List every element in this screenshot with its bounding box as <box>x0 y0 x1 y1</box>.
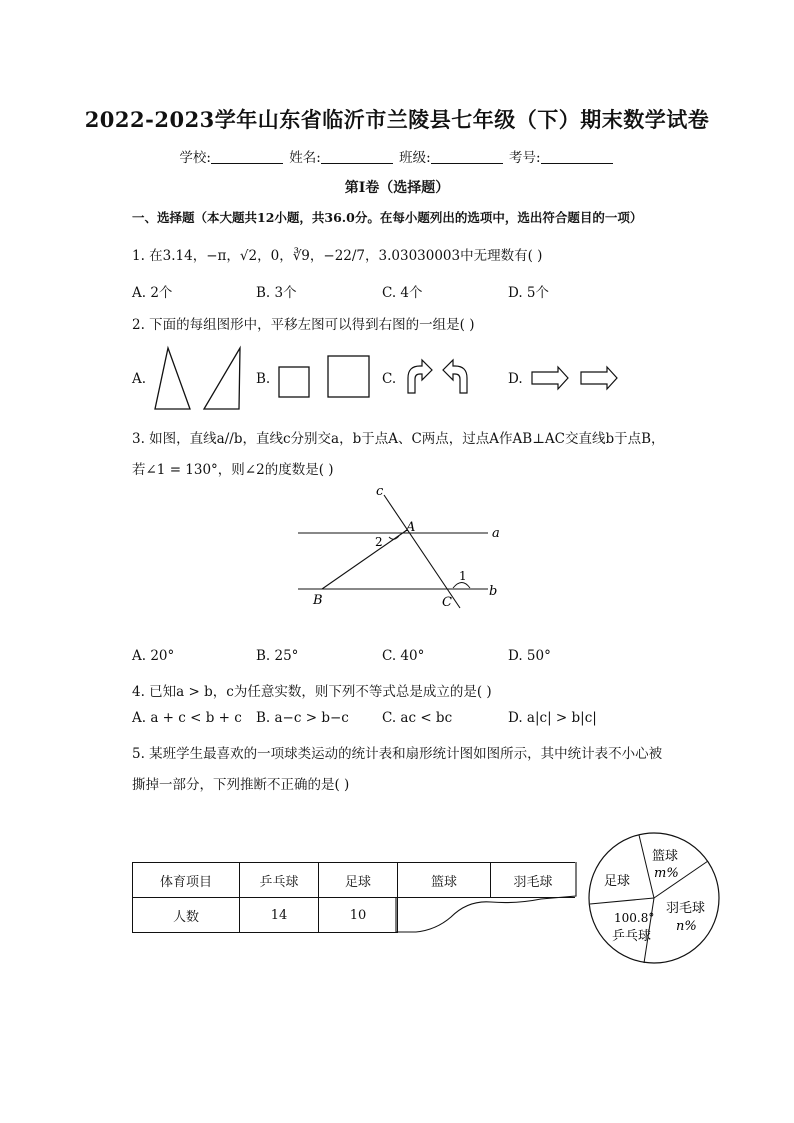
square-large <box>328 356 369 397</box>
q3-option-b[interactable]: B. 25° <box>256 648 299 664</box>
pie-label-badminton: 羽毛球 <box>666 901 706 916</box>
triangle-right <box>204 348 240 409</box>
q2-option-b[interactable]: B. <box>256 371 271 387</box>
table-header-cell: 足球 <box>319 863 398 898</box>
q1-option-b[interactable]: B. 3个 <box>256 285 297 301</box>
square-small <box>279 367 309 397</box>
q1-option-d[interactable]: D. 5个 <box>508 285 550 301</box>
table-header-cell: 乒乓球 <box>240 863 319 898</box>
q3-text-line2: 若∠1 = 130°，则∠2的度数是( ) <box>132 462 334 478</box>
school-label: 学校: <box>179 150 211 166</box>
q2-block-arrows-figure <box>530 365 630 395</box>
pie-divider-1 <box>639 835 654 898</box>
exam-no-blank[interactable] <box>541 149 613 164</box>
label-a: a <box>492 526 500 541</box>
pie-label-angle: 100.8° <box>614 911 655 925</box>
label-angle-1: 1 <box>459 569 467 583</box>
section-title: 第I卷（选择题） <box>344 180 450 196</box>
pie-divider-4 <box>590 898 654 904</box>
q2-curved-arrows-figure <box>400 358 480 398</box>
q5-pie-chart <box>588 830 728 970</box>
q3-option-d[interactable]: D. 50° <box>508 648 551 664</box>
block-arrow-1 <box>532 367 568 389</box>
q4-option-a[interactable]: A. a + c < b + c <box>132 710 242 726</box>
pie-label-m: m% <box>654 866 679 881</box>
table-header-cell: 体育项目 <box>133 863 240 898</box>
q2-option-a[interactable]: A. <box>132 371 147 387</box>
q4-option-d[interactable]: D. a|c| > b|c| <box>508 710 597 726</box>
q4-option-b[interactable]: B. a−c > b−c <box>256 710 349 726</box>
q2-squares-figure <box>276 354 376 404</box>
pie-label-basketball: 篮球 <box>652 849 679 864</box>
student-info-line <box>0 146 794 166</box>
pie-label-pingpong: 乒乓球 <box>612 929 652 944</box>
q2-triangles-figure <box>150 343 250 413</box>
table-header-cell: 羽毛球 <box>491 863 576 898</box>
name-blank[interactable] <box>321 149 393 164</box>
exam-title: 2022-2023学年山东省临沂市兰陵县七年级（下）期末数学试卷 <box>84 107 710 132</box>
q3-text-line1: 3. 如图，直线a//b，直线c分别交a，b于点A、C两点，过点A作AB⊥AC交直线b于点B， <box>132 431 665 447</box>
q2-option-d[interactable]: D. <box>508 371 523 387</box>
part1-heading: 一、选择题（本大题共12小题，共36.0分。在每小题列出的选项中，选出符合题目的一项） <box>132 210 643 225</box>
q3-option-a[interactable]: A. 20° <box>132 648 175 664</box>
pie-label-n: n% <box>676 919 697 934</box>
label-angle-2: 2 <box>375 535 383 549</box>
q4-text: 4. 已知a > b，c为任意实数，则下列不等式总是成立的是( ) <box>132 684 492 700</box>
name-label: 姓名: <box>289 150 321 166</box>
torn-edge-line <box>396 862 576 932</box>
school-blank[interactable] <box>211 149 283 164</box>
table-torn-edge <box>396 862 586 937</box>
q1-text: 1. 在3.14，−π，√2，0，∛9，−22/7，3.03030003中无理数有( ) <box>132 248 543 264</box>
triangle-left <box>155 348 190 409</box>
class-blank[interactable] <box>431 149 503 164</box>
q3-option-c[interactable]: C. 40° <box>382 648 425 664</box>
q5-text-line1: 5. 某班学生最喜欢的一项球类运动的统计表和扇形统计图如图所示，其中统计表不小心被 <box>132 746 663 762</box>
q3-geometry-figure <box>290 480 510 610</box>
label-c: c <box>376 484 384 499</box>
angle-1-arc <box>453 583 470 589</box>
block-arrow-2 <box>581 367 617 389</box>
q1-option-c[interactable]: C. 4个 <box>382 285 423 301</box>
line-c <box>384 495 460 608</box>
table-header-cell: 篮球 <box>398 863 491 898</box>
q2-option-c[interactable]: C. <box>382 371 397 387</box>
q4-option-c[interactable]: C. ac < bc <box>382 710 453 726</box>
q2-text: 2. 下面的每组图形中，平移左图可以得到右图的一组是( ) <box>132 317 475 333</box>
label-A: A <box>406 520 416 535</box>
curved-arrow-left <box>443 360 467 393</box>
pie-label-football: 足球 <box>604 874 631 889</box>
label-b: b <box>489 584 498 599</box>
exam-no-label: 考号: <box>509 150 541 166</box>
class-label: 班级: <box>399 150 431 166</box>
curved-arrow-right <box>408 360 432 393</box>
label-B: B <box>313 593 323 608</box>
table-row-label: 人数 <box>133 898 240 933</box>
q1-option-a[interactable]: A. 2个 <box>132 285 173 301</box>
table-cell: 14 <box>240 898 319 933</box>
q5-text-line2: 撕掉一部分，下列推断不正确的是( ) <box>132 777 350 793</box>
table-cell: 10 <box>319 898 398 933</box>
label-C: C <box>442 595 452 610</box>
